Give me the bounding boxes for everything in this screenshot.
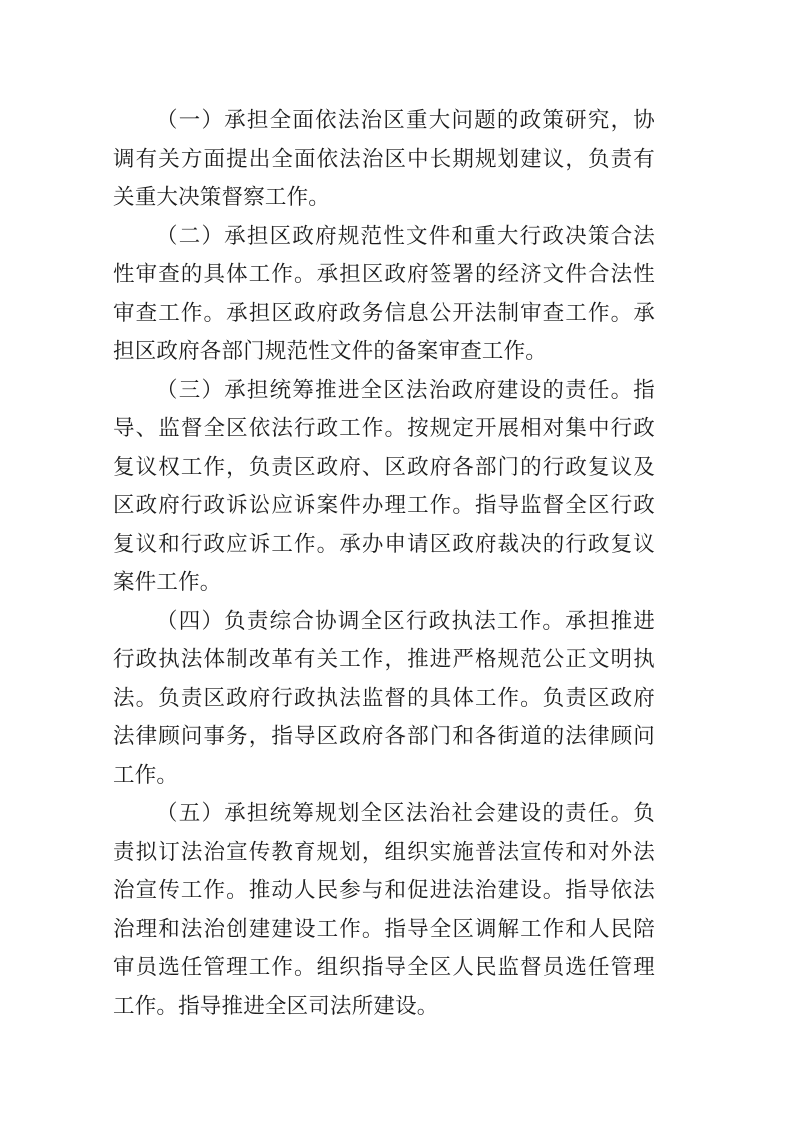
document-body [113, 101, 655, 1025]
paragraph-item-2: （二）承担区政府规范性文件和重大行政决策合法性审查的具体工作。承担区政府签署的经济文件合法性审查工作。承担区政府政务信息公开法制审查工作。承担区政府各部门规范性文件的备案审查工作。 [113, 223, 655, 363]
paragraph-item-4: （四）负责综合协调全区行政执法工作。承担推进行政执法体制改革有关工作，推进严格规范公正文明执法。负责区政府行政执法监督的具体工作。负责区政府法律顾问事务，指导区政府各部门和各街道的法律顾问工作。 [113, 608, 655, 787]
paragraph-item-5: （五）承担统筹规划全区法治社会建设的责任。负责拟订法治宣传教育规划，组织实施普法宣传和对外法治宣传工作。推动人民参与和促进法治建设。指导依法治理和法治创建建设工作。指导全区调解工作和人民陪审员选任管理工作。组织指导全区人民监督员选任管理工作。指导推进全区司法所建设。 [113, 801, 655, 1018]
paragraph-item-1: （一）承担全面依法治区重大问题的政策研究，协调有关方面提出全面依法治区中长期规划建议，负责有关重大决策督察工作。 [113, 108, 655, 209]
paragraph-item-3: （三）承担统筹推进全区法治政府建设的责任。指导、监督全区依法行政工作。按规定开展相对集中行政复议权工作，负责区政府、区政府各部门的行政复议及区政府行政诉讼应诉案件办理工作。指导监督全区行政复议和行政应诉工作。承办申请区政府裁决的行政复议案件工作。 [113, 377, 655, 594]
